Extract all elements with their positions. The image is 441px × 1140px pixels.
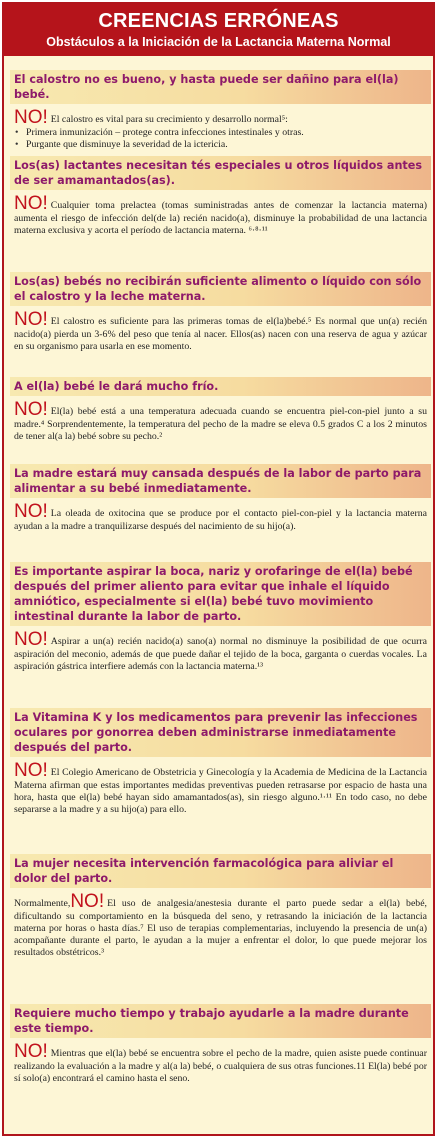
myth-heading: Los(as) lactantes necesitan tés especiales u otros líquidos antes de ser amamantados(as). (10, 156, 431, 190)
myth-section-vitamina-k (10, 708, 431, 816)
answer-text: Mientras que el(la) bebé se encuentra sobre el pecho de la madre, quien asiste puede continuar realizando la evaluación a la madre y al(a la) bebé, o cualquiera de sus otras funciones.11 El(la) bebé por sí solo(a) encontrará el camino hasta el seno. (14, 1048, 427, 1084)
list-item: • Primera inmunización – protege contra infecciones intestinales y otras. (14, 127, 427, 139)
myth-section-dolor (10, 854, 431, 959)
myth-heading: Los(as) bebés no recibirán suficiente alimento o líquido con sólo el calostro y la leche materna. (10, 272, 431, 306)
myth-answer (10, 104, 431, 151)
page-subtitle: Obstáculos a la Iniciación de la Lactancia Materna Normal (46, 35, 391, 49)
no-label: NO! (70, 891, 105, 912)
list-item: • Purgante que disminuye la severidad de la ictericia. (14, 139, 427, 151)
answer-bullet-list (14, 127, 427, 151)
myth-section-cansancio (10, 464, 431, 533)
myth-section-liquidos (10, 156, 431, 237)
no-label: NO! (14, 760, 48, 781)
myth-answer (10, 190, 431, 237)
no-label: NO! (14, 309, 48, 330)
myth-heading: La madre estará muy cansada después de la labor de parto para alimentar a su bebé inmediatamente. (10, 464, 431, 498)
answer-text: El Colegio Americano de Obstetricia y Ginecología y la Academia de Medicina de la Lactancia Materna afirman que estas importantes medidas preventivas pueden retrasarse por espacio de hasta una hora, hasta que el(la) bebé hayan sido amamantados(as), sin riesgo alguno.¹·¹¹ En todo caso, no debe separarse a la madre y a su hijo(a) para ello. (14, 767, 427, 815)
myth-heading: La Vitamina K y los medicamentos para prevenir las infecciones oculares por gonorrea deben administrarse inmediatamente después del parto. (10, 708, 431, 757)
myth-answer (10, 306, 431, 353)
myth-heading: Es importante aspirar la boca, nariz y orofaringe de el(la) bebé después del primer aliento para evitar que inhale el líquido amniótico, especialmente si el(la) bebé tuvo movimiento intestinal durante la labor de parto. (10, 562, 431, 626)
myth-heading: La mujer necesita intervención farmacológica para aliviar el dolor del parto. (10, 854, 431, 888)
header-banner (4, 4, 433, 56)
poster (2, 2, 435, 1136)
myth-heading: Requiere mucho tiempo y trabajo ayudarle a la madre durante este tiempo. (10, 1004, 431, 1038)
answer-text: El uso de analgesia/anestesia durante el parto puede sedar a el(la) bebé, dificultando su comportamiento en la búsqueda del seno, y retrasando la iniciación de la lactancia materna por horas o hasta días.⁷ El uso de terapias complementarias, incluyendo la presencia de un(a) acompañante durante el parto, le ayudan a la mujer a enfrentar el dolor, lo que puede mejorar los resultados obstétricos.³ (14, 898, 427, 958)
no-label: NO! (14, 629, 48, 650)
answer-text: El calostro es vital para su crecimiento y desarrollo normal⁵: (50, 114, 288, 125)
answer-lead: Normalmente, (14, 898, 71, 909)
myth-section-alimento (10, 272, 431, 353)
answer-text: El(la) bebé está a una temperatura adecuada cuando se encuentra piel-con-piel junto a su madre.⁴ Sorprendentemente, la temperatura del pecho de la madre se eleva 0.5 grados C a los 2 minutos de tener al(a la) bebé sobre su pecho.² (14, 406, 427, 442)
myth-answer (10, 626, 431, 673)
myth-section-calostro (10, 70, 431, 151)
answer-text: Aspirar a un(a) recién nacido(a) sano(a) normal no disminuye la posibilidad de que ocurra aspiración del meconio, además de que puede dañar el tejido de la boca, garganta o cuerdas vocales. La aspiración gástrica interfiere además con la lactancia materna.¹³ (14, 636, 427, 672)
no-label: NO! (14, 501, 48, 522)
myth-answer (10, 498, 431, 533)
myth-heading: A el(la) bebé le dará mucho frío. (10, 377, 431, 396)
no-label: NO! (14, 107, 48, 128)
myth-answer (10, 396, 431, 443)
no-label: NO! (14, 1041, 48, 1062)
myth-section-tiempo (10, 1004, 431, 1085)
answer-text: Cualquier toma prelactea (tomas suministradas antes de comenzar la lactancia materna) aumenta el riesgo de infección del(de la) recién nacido(a), disminuye la probabilidad de una lactancia materna exclusiva y acorta el período de lactancia materna. ⁶·⁸·¹¹ (14, 200, 427, 236)
answer-text: El calostro es suficiente para las primeras tomas de el(la)bebé.⁵ Es normal que un(a) recién nacido(a) pierda un 3-6% del peso que tenía al nacer. Ellos(as) nacen con una reserva de agua y azúcar en su organismo para usarla en ese momento. (14, 316, 427, 352)
myth-section-aspiracion (10, 562, 431, 673)
myth-answer (10, 1038, 431, 1085)
no-label: NO! (14, 193, 48, 214)
page-title: CREENCIAS ERRÓNEAS (98, 10, 339, 32)
myth-heading: El calostro no es bueno, y hasta puede ser dañino para el(la) bebé. (10, 70, 431, 104)
myth-section-frio (10, 377, 431, 443)
no-label: NO! (14, 399, 48, 420)
myth-answer (10, 757, 431, 816)
myth-answer (10, 888, 431, 959)
answer-text: La oleada de oxitocina que se produce por el contacto piel-con-piel y la lactancia materna ayudan a la madre a tranquilizarse después del nacimiento de su hijo(a). (14, 508, 427, 532)
